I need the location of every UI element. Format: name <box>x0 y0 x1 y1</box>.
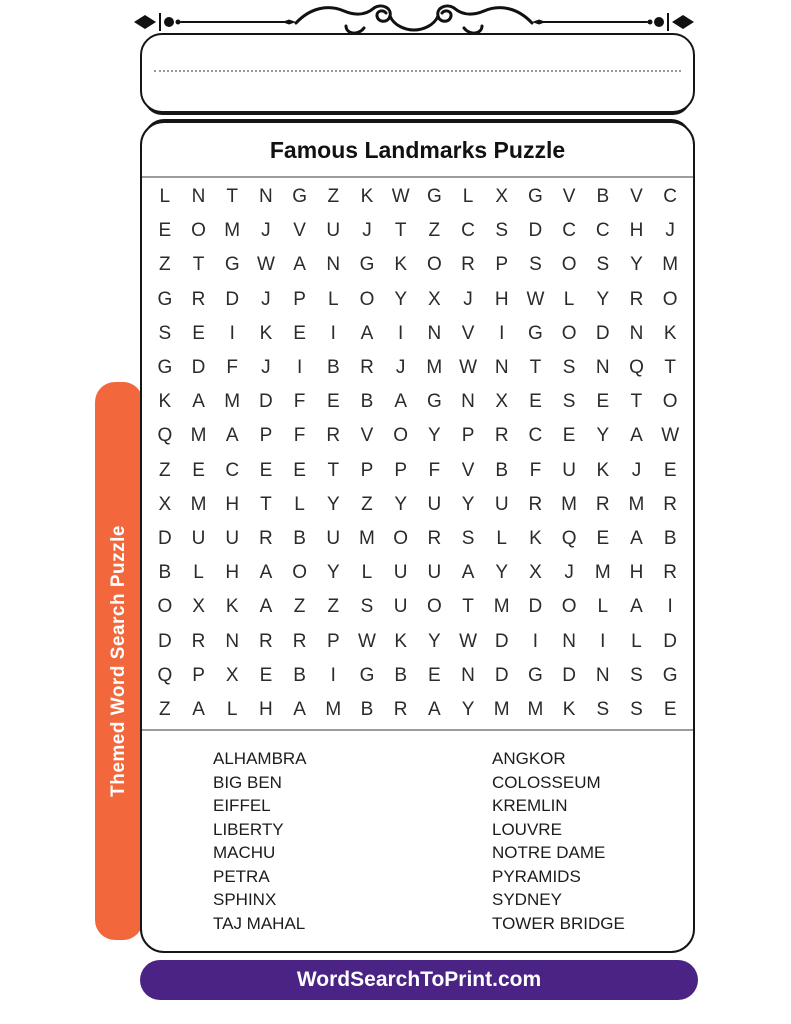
grid-letter: M <box>527 698 544 720</box>
grid-letter: V <box>461 459 475 481</box>
grid-letter: S <box>360 596 374 618</box>
grid-letter: N <box>461 391 475 413</box>
grid-letter: Y <box>630 254 643 276</box>
grid-letter: R <box>360 357 374 379</box>
puzzle-box <box>140 121 695 953</box>
grid-letter: E <box>562 425 576 447</box>
grid-letter: U <box>225 527 240 549</box>
grid-letter: Z <box>159 459 171 481</box>
grid-letter: N <box>326 254 341 276</box>
grid-letter: M <box>493 698 510 720</box>
word-item: NOTRE DAME <box>492 843 606 862</box>
grid-letter: O <box>393 425 409 447</box>
grid-letter: T <box>630 391 643 413</box>
grid-letter: G <box>157 357 173 379</box>
grid-letter: H <box>629 220 644 242</box>
grid-letter: N <box>494 357 509 379</box>
grid-letter: D <box>528 596 543 618</box>
grid-letter: G <box>662 664 678 686</box>
grid-letter: T <box>529 357 542 379</box>
grid-letter: G <box>426 391 442 413</box>
name-write-line <box>154 70 681 72</box>
grid-letter: Q <box>629 357 644 379</box>
grid-letter: K <box>529 527 542 549</box>
grid-letter: L <box>631 630 642 652</box>
grid-letter: E <box>259 664 273 686</box>
grid-letter: K <box>596 459 610 481</box>
grid-letter: H <box>494 288 509 310</box>
grid-letter: J <box>631 459 642 481</box>
grid-letter: S <box>158 322 172 344</box>
word-item: TOWER BRIDGE <box>492 913 625 933</box>
grid-letter: P <box>293 288 306 310</box>
grid-letter: K <box>663 322 677 344</box>
grid-letter: G <box>426 186 442 208</box>
grid-letter: K <box>360 186 374 208</box>
grid-letter: E <box>663 459 677 481</box>
grid-letter: A <box>630 596 643 618</box>
grid-letter: I <box>499 322 505 344</box>
grid-letter: U <box>326 527 341 549</box>
grid-letter: N <box>225 630 240 652</box>
grid-letter: U <box>393 562 408 584</box>
grid-letter: R <box>393 698 408 720</box>
grid-letter: M <box>561 493 577 515</box>
grid-letter: F <box>293 391 306 413</box>
puzzle-title: Famous Landmarks Puzzle <box>142 123 693 178</box>
word-item: ALHAMBRA <box>213 749 307 768</box>
grid-letter: N <box>629 322 644 344</box>
grid-letter: Y <box>394 288 407 310</box>
grid-letter: K <box>225 596 239 618</box>
grid-letter: D <box>595 322 610 344</box>
grid-letter: N <box>461 664 475 686</box>
grid-letter: V <box>360 425 374 447</box>
grid-letter: P <box>394 459 407 481</box>
word-item: BIG BEN <box>213 772 282 792</box>
grid-letter: Y <box>495 562 509 584</box>
grid-letter: R <box>191 630 206 652</box>
grid-letter: R <box>259 630 273 652</box>
grid-letter: A <box>259 596 273 618</box>
word-item: TAJ MAHAL <box>213 913 306 933</box>
grid-letter: B <box>158 562 172 584</box>
grid-letter: W <box>256 254 275 276</box>
grid-letter: D <box>494 630 509 652</box>
grid-letter: P <box>461 425 475 447</box>
grid-letter: N <box>595 664 610 686</box>
grid-letter: R <box>663 493 678 515</box>
grid-letter: W <box>459 357 477 379</box>
grid-letter: B <box>663 527 677 549</box>
grid-letter: R <box>595 493 610 515</box>
grid-letter: D <box>191 357 206 379</box>
grid-letter: L <box>563 288 575 310</box>
side-tab <box>95 382 143 940</box>
grid-letter: E <box>326 391 340 413</box>
grid-letter: A <box>630 425 643 447</box>
grid-letter: T <box>260 493 272 515</box>
grid-letter: A <box>192 391 205 413</box>
grid-letter: T <box>664 357 676 379</box>
grid-letter: Q <box>157 425 173 447</box>
grid-letter: O <box>191 220 206 242</box>
grid-letter: A <box>259 562 273 584</box>
grid-letter: A <box>461 562 475 584</box>
grid-letter: M <box>359 527 375 549</box>
grid-letter: L <box>294 493 305 515</box>
grid-letter: A <box>225 425 239 447</box>
grid-letter: B <box>360 391 374 413</box>
grid-letter: Q <box>561 527 577 549</box>
grid-letter: O <box>292 562 307 584</box>
grid-letter: A <box>630 527 643 549</box>
grid-letter: O <box>561 596 577 618</box>
grid-letter: F <box>226 357 239 379</box>
grid-letter: S <box>596 254 610 276</box>
grid-letter: C <box>562 220 576 242</box>
word-item: MACHU <box>213 843 276 862</box>
grid-letter: I <box>532 630 539 652</box>
grid-letter: R <box>494 425 509 447</box>
grid-letter: E <box>663 698 677 720</box>
grid-letter: Y <box>428 630 441 652</box>
grid-letter: X <box>192 596 205 618</box>
grid-letter: Z <box>327 596 340 618</box>
grid-letter: P <box>192 664 205 686</box>
grid-letter: O <box>393 527 409 549</box>
grid-letter: J <box>665 220 675 242</box>
grid-letter: D <box>157 527 172 549</box>
grid-letter: E <box>192 322 205 344</box>
grid-letter: D <box>225 288 240 310</box>
grid-letter: O <box>157 596 173 618</box>
grid-letter: P <box>495 254 509 276</box>
grid-letter: T <box>327 459 340 481</box>
grid-letter: U <box>191 527 206 549</box>
grid-letter: W <box>459 630 477 652</box>
grid-letter: Y <box>596 425 610 447</box>
grid-letter: E <box>596 391 610 413</box>
grid-letter: R <box>461 254 475 276</box>
grid-letter: A <box>360 322 374 344</box>
grid-letter: F <box>428 459 441 481</box>
grid-letter: J <box>261 220 271 242</box>
grid-letter: Z <box>428 220 441 242</box>
grid-letter: I <box>600 630 606 652</box>
grid-letter: L <box>462 186 474 208</box>
grid-letter: L <box>159 186 171 208</box>
grid-letter: G <box>359 254 375 276</box>
grid-letter: S <box>596 698 610 720</box>
grid-letter: E <box>192 459 205 481</box>
grid-letter: F <box>293 425 306 447</box>
grid-letter: L <box>361 562 373 584</box>
grid-letter: Y <box>428 425 441 447</box>
word-item: LOUVRE <box>492 819 562 839</box>
grid-letter: U <box>562 459 576 481</box>
word-list <box>142 731 693 935</box>
grid-letter: B <box>394 664 407 686</box>
grid-letter: P <box>360 459 374 481</box>
grid-letter: L <box>597 596 609 618</box>
grid-letter: V <box>461 322 475 344</box>
grid-letter: Z <box>159 698 171 720</box>
grid-letter: T <box>226 186 239 208</box>
word-item: ANGKOR <box>492 749 566 768</box>
grid-letter: M <box>224 391 241 413</box>
grid-letter: O <box>426 254 442 276</box>
grid-letter: X <box>529 562 542 584</box>
grid-letter: I <box>296 357 303 379</box>
grid-letter: T <box>394 220 407 242</box>
grid-letter: G <box>528 664 543 686</box>
grid-letter: S <box>562 391 576 413</box>
grid-letter: M <box>493 596 510 618</box>
grid-letter: U <box>326 220 341 242</box>
grid-letter: Z <box>293 596 306 618</box>
grid-letter: R <box>191 288 206 310</box>
grid-letter: W <box>526 288 545 310</box>
grid-letter: Y <box>461 698 475 720</box>
grid-letter: A <box>192 698 205 720</box>
grid-letter: Y <box>394 493 407 515</box>
grid-letter: R <box>427 527 442 549</box>
name-box <box>140 33 695 113</box>
grid-letter: R <box>629 288 644 310</box>
grid-letter: Q <box>157 664 173 686</box>
grid-letter: U <box>494 493 509 515</box>
grid-letter: H <box>629 562 644 584</box>
grid-letter: S <box>461 527 475 549</box>
grid-letter: Y <box>326 493 340 515</box>
grid-letter: M <box>224 220 241 242</box>
grid-letter: N <box>191 186 206 208</box>
grid-letter: R <box>663 562 678 584</box>
grid-letter: Z <box>327 186 340 208</box>
grid-letter: A <box>293 254 306 276</box>
grid-letter: G <box>157 288 173 310</box>
grid-letter: L <box>327 288 339 310</box>
grid-letter: O <box>359 288 375 310</box>
grid-letter: E <box>529 391 542 413</box>
grid-letter: D <box>259 391 273 413</box>
grid-letter: Z <box>159 254 171 276</box>
grid-letter: B <box>360 698 374 720</box>
word-column-right <box>492 747 625 935</box>
grid-letter: G <box>528 322 543 344</box>
grid-letter: O <box>662 288 678 310</box>
grid-letter: D <box>528 220 543 242</box>
grid-letter: J <box>395 357 406 379</box>
grid-letter: M <box>628 493 645 515</box>
grid-letter: G <box>224 254 240 276</box>
grid-letter: K <box>394 254 407 276</box>
grid-letter: E <box>293 322 306 344</box>
grid-letter: X <box>495 186 509 208</box>
grid-letter: B <box>596 186 610 208</box>
word-item: COLOSSEUM <box>492 772 601 792</box>
grid-letter: S <box>562 357 576 379</box>
grid-letter: V <box>562 186 576 208</box>
grid-letter: V <box>630 186 643 208</box>
grid-letter: C <box>225 459 240 481</box>
grid-letter: I <box>330 322 336 344</box>
grid-letter: B <box>293 664 306 686</box>
grid-letter: M <box>190 493 207 515</box>
word-item: LIBERTY <box>213 819 284 839</box>
grid-letter: R <box>326 425 341 447</box>
grid-letter: T <box>192 254 205 276</box>
grid-letter: N <box>259 186 273 208</box>
word-item: EIFFEL <box>213 796 271 815</box>
grid-letter: O <box>426 596 442 618</box>
grid-letter: G <box>359 664 375 686</box>
grid-letter: I <box>229 322 235 344</box>
grid-letter: Y <box>461 493 475 515</box>
grid-letter: B <box>495 459 509 481</box>
grid-letter: D <box>663 630 678 652</box>
grid-letter: W <box>391 186 410 208</box>
grid-letter: K <box>562 698 576 720</box>
grid-letter: G <box>528 186 543 208</box>
grid-letter: X <box>428 288 441 310</box>
grid-letter: U <box>393 596 408 618</box>
word-item: KREMLIN <box>492 796 568 815</box>
grid-letter: I <box>667 596 673 618</box>
grid-letter: O <box>662 391 678 413</box>
grid-letter: J <box>261 288 271 310</box>
grid-letter: P <box>326 630 340 652</box>
grid-letter: E <box>293 459 306 481</box>
grid-letter: H <box>259 698 273 720</box>
grid-letter: S <box>630 664 643 686</box>
grid-letter: X <box>225 664 239 686</box>
grid-letter: S <box>630 698 643 720</box>
grid-letter: S <box>495 220 509 242</box>
grid-letter: Z <box>361 493 373 515</box>
grid-letter: I <box>398 322 404 344</box>
grid-letter: R <box>528 493 543 515</box>
grid-letter: E <box>158 220 172 242</box>
grid-letter: L <box>496 527 507 549</box>
grid-letter: G <box>292 186 307 208</box>
grid-letter: L <box>193 562 204 584</box>
side-tab-label: Themed Word Search Puzzle <box>108 525 129 797</box>
grid-letter: B <box>293 527 306 549</box>
grid-letter: J <box>261 357 271 379</box>
word-item: PYRAMIDS <box>492 866 581 886</box>
puzzle-grid <box>142 178 693 731</box>
grid-letter: K <box>394 630 407 652</box>
grid-letter: P <box>259 425 273 447</box>
grid-letter: J <box>564 562 574 584</box>
grid-letter: N <box>595 357 610 379</box>
grid-letter: W <box>661 425 680 447</box>
grid-letter: B <box>326 357 340 379</box>
grid-letter: M <box>594 562 611 584</box>
grid-letter: A <box>394 391 407 413</box>
grid-letter: X <box>158 493 172 515</box>
grid-letter: T <box>462 596 474 618</box>
grid-letter: O <box>561 254 577 276</box>
grid-letter: D <box>494 664 509 686</box>
grid-letter: W <box>358 630 376 652</box>
grid-letter: C <box>595 220 610 242</box>
grid-letter: E <box>259 459 273 481</box>
grid-letter: C <box>461 220 475 242</box>
grid-letter: C <box>663 186 678 208</box>
grid-letter: E <box>428 664 441 686</box>
grid-letter: J <box>463 288 473 310</box>
grid-letter: D <box>562 664 576 686</box>
grid-letter: M <box>325 698 342 720</box>
grid-letter: N <box>562 630 576 652</box>
grid-letter: A <box>428 698 441 720</box>
grid-letter: L <box>226 698 238 720</box>
grid-letter: R <box>292 630 307 652</box>
grid-letter: Y <box>596 288 610 310</box>
grid-letter: E <box>596 527 610 549</box>
footer-bar <box>140 960 698 1000</box>
grid-letter: J <box>362 220 372 242</box>
grid-letter: O <box>561 322 577 344</box>
grid-letter: V <box>293 220 306 242</box>
grid-letter: M <box>426 357 443 379</box>
grid-letter: S <box>529 254 542 276</box>
word-item: SYDNEY <box>492 890 562 909</box>
grid-letter: C <box>528 425 543 447</box>
grid-letter: X <box>495 391 509 413</box>
footer-label: WordSearchToPrint.com <box>296 968 542 991</box>
word-item: SPHINX <box>213 890 277 909</box>
grid-letter: K <box>259 322 273 344</box>
grid-letter: N <box>427 322 442 344</box>
grid-letter: A <box>293 698 306 720</box>
grid-letter: F <box>529 459 542 481</box>
grid-letter: R <box>259 527 273 549</box>
grid-letter: D <box>157 630 172 652</box>
grid-letter: M <box>662 254 679 276</box>
grid-letter: I <box>330 664 336 686</box>
grid-letter: U <box>427 493 442 515</box>
grid-letter: K <box>158 391 172 413</box>
grid-letter: Y <box>326 562 340 584</box>
grid-letter: M <box>190 425 207 447</box>
grid-letter: U <box>427 562 442 584</box>
word-column-left <box>213 747 492 935</box>
grid-letter: H <box>225 493 240 515</box>
grid-letter: H <box>225 562 240 584</box>
word-item: PETRA <box>213 866 270 886</box>
